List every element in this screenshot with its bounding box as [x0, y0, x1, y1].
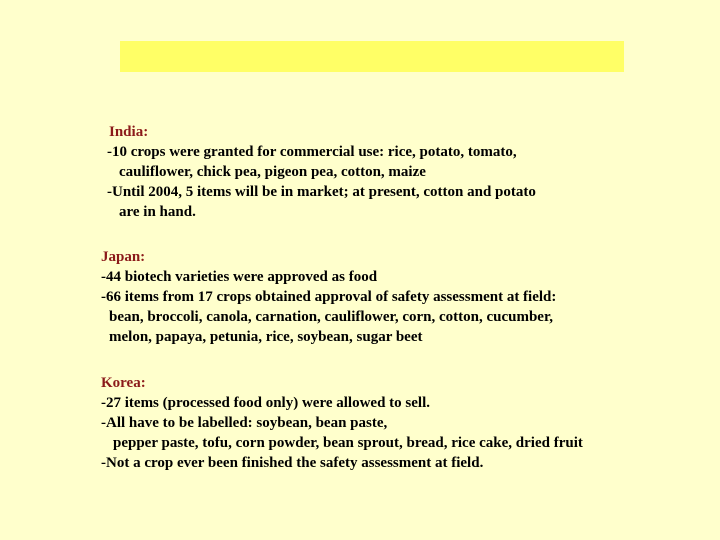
japan-heading: Japan: — [101, 249, 146, 265]
india-line-4: are in hand. — [119, 204, 196, 220]
korea-line-4: -Not a crop ever been finished the safety assessment at field. — [101, 455, 484, 471]
korea-section — [101, 373, 583, 473]
india-line-2: cauliflower, chick pea, pigeon pea, cotton, maize — [119, 164, 426, 180]
japan-section — [101, 247, 556, 347]
japan-line-4: melon, papaya, petunia, rice, soybean, sugar beet — [109, 329, 423, 345]
japan-line-1: -44 biotech varieties were approved as food — [101, 269, 378, 285]
korea-line-3: pepper paste, tofu, corn powder, bean sprout, bread, rice cake, dried fruit — [113, 435, 583, 451]
india-section — [107, 122, 536, 222]
korea-line-2: -All have to be labelled: soybean, bean paste, — [101, 415, 388, 431]
india-heading: India: — [109, 124, 149, 140]
india-line-1: -10 crops were granted for commercial use: rice, potato, tomato, — [107, 144, 517, 160]
japan-line-2: -66 items from 17 crops obtained approval of safety assessment at field: — [101, 289, 557, 305]
japan-line-3: bean, broccoli, canola, carnation, cauliflower, corn, cotton, cucumber, — [109, 309, 553, 325]
india-line-3: -Until 2004, 5 items will be in market; at present, cotton and potato — [107, 184, 536, 200]
korea-heading: Korea: — [101, 375, 146, 391]
slide-title-bar — [120, 41, 624, 72]
korea-line-1: -27 items (processed food only) were allowed to sell. — [101, 395, 430, 411]
